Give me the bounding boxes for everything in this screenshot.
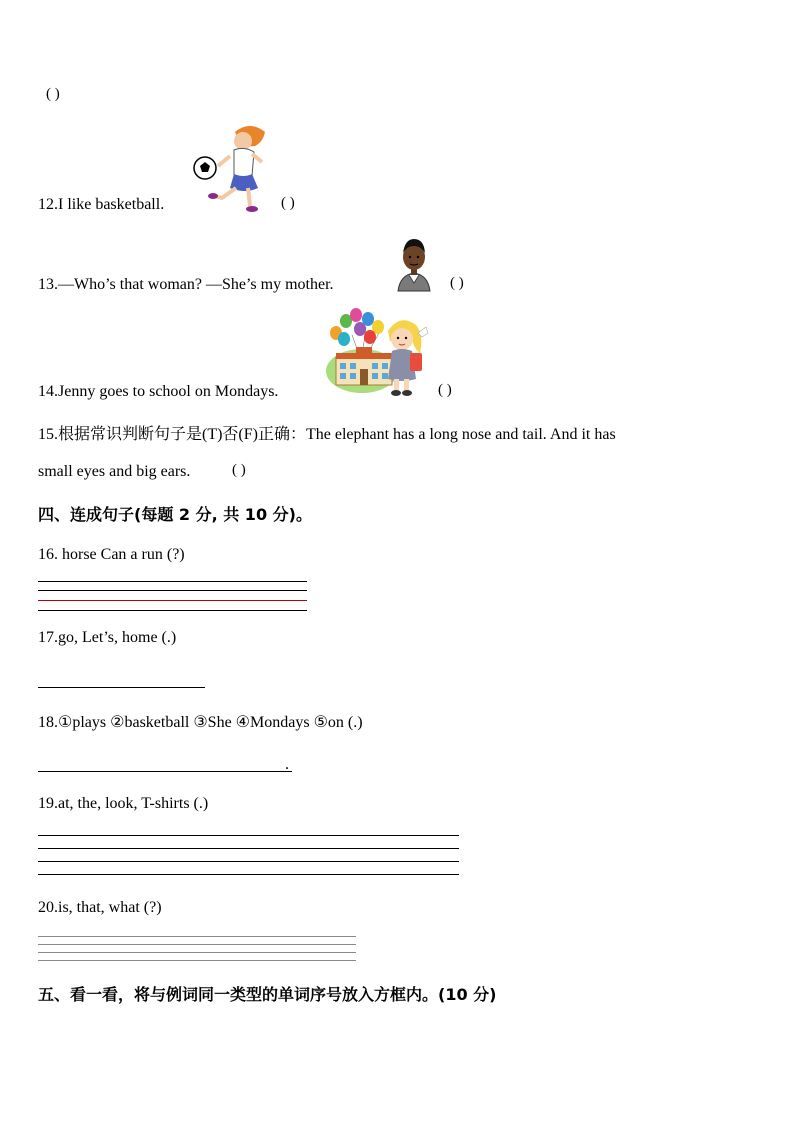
girl-school-balloons-image (322, 307, 436, 399)
answer-paren-12[interactable]: ( ) (281, 195, 295, 211)
section-4-heading: 四、连成句子(每题 2 分, 共 10 分)。 (38, 505, 312, 524)
writing-line[interactable] (38, 590, 307, 591)
question-16: 16. horse Can a run (?) (38, 546, 185, 563)
writing-line[interactable] (38, 581, 307, 582)
question-20: 20.is, that, what (?) (38, 899, 162, 916)
question-12: 12.I like basketball. (38, 196, 165, 213)
question-18: 18.①plays ②basketball ③She ④Mondays ⑤on (.) (38, 714, 363, 731)
question-15-line2: small eyes and big ears. (38, 463, 191, 480)
writing-line[interactable] (38, 936, 356, 937)
question-17: 17.go, Let’s, home (.) (38, 629, 177, 646)
question-13: 13.—Who’s that woman? —She’s my mother. (38, 276, 334, 293)
section-5-heading: 五、看一看，将与例词同一类型的单词序号放入方框内。(10 分) (38, 985, 497, 1004)
writing-line[interactable] (38, 960, 356, 961)
writing-line[interactable] (38, 610, 307, 611)
writing-line[interactable] (38, 848, 459, 849)
writing-line[interactable] (38, 874, 459, 875)
question-15-line1: 15.根据常识判断句子是(T)否(F)正确：The elephant has a long nose and tail. And it has (38, 426, 616, 443)
writing-line-red[interactable] (38, 600, 307, 601)
question-14: 14.Jenny goes to school on Mondays. (38, 383, 279, 400)
writing-line[interactable] (38, 944, 356, 945)
question-19: 19.at, the, look, T-shirts (.) (38, 795, 209, 812)
answer-paren-15[interactable]: ( ) (232, 462, 246, 478)
girl-kicking-ball-image (190, 122, 270, 212)
answer-line-17[interactable] (38, 687, 205, 688)
answer-line-18[interactable] (38, 771, 292, 772)
answer-line-18-period: . (285, 756, 289, 773)
answer-paren-13[interactable]: ( ) (450, 275, 464, 291)
writing-line[interactable] (38, 835, 459, 836)
writing-line[interactable] (38, 952, 356, 953)
answer-paren-14[interactable]: ( ) (438, 382, 452, 398)
man-portrait-image (396, 235, 432, 291)
answer-paren-11[interactable]: ( ) (46, 86, 60, 102)
writing-line[interactable] (38, 861, 459, 862)
